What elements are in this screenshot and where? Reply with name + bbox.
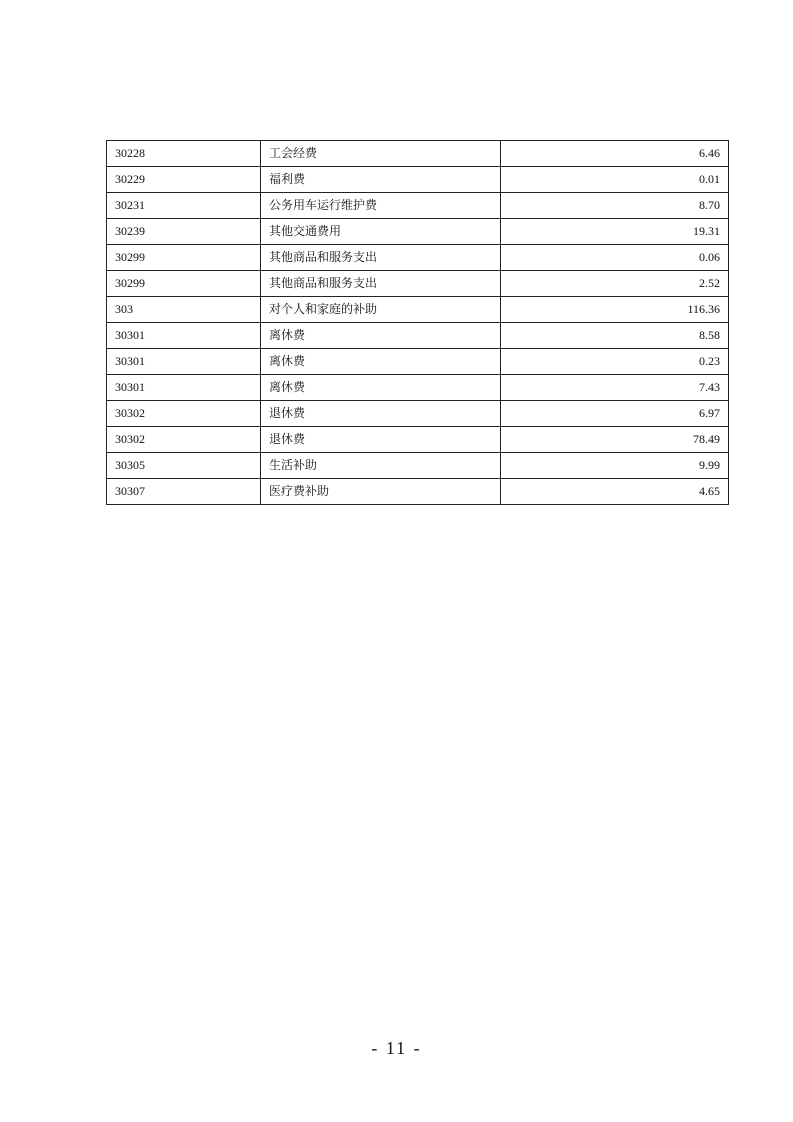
table-row [107,167,729,193]
table-row [107,297,729,323]
table-row [107,375,729,401]
table-row [107,193,729,219]
item-code: 30229 [107,167,261,193]
item-amount: 0.06 [501,245,729,271]
table-row [107,245,729,271]
item-code: 30301 [107,375,261,401]
item-name: 工会经费 [261,141,501,167]
item-name: 其他交通费用 [261,219,501,245]
item-code: 30307 [107,479,261,505]
table-row [107,349,729,375]
table-row [107,141,729,167]
item-name: 公务用车运行维护费 [261,193,501,219]
item-code: 30302 [107,401,261,427]
item-amount: 9.99 [501,453,729,479]
item-amount: 8.58 [501,323,729,349]
item-code: 30299 [107,271,261,297]
item-name: 其他商品和服务支出 [261,271,501,297]
page-number: - 11 - [371,1038,422,1058]
table-row [107,323,729,349]
item-amount: 0.23 [501,349,729,375]
item-amount: 0.01 [501,167,729,193]
item-amount: 6.97 [501,401,729,427]
item-name: 其他商品和服务支出 [261,245,501,271]
table-row [107,427,729,453]
item-code: 303 [107,297,261,323]
table-row [107,453,729,479]
item-name: 生活补助 [261,453,501,479]
item-code: 30231 [107,193,261,219]
item-name: 离休费 [261,375,501,401]
item-name: 离休费 [261,323,501,349]
item-code: 30299 [107,245,261,271]
item-amount: 78.49 [501,427,729,453]
item-amount: 2.52 [501,271,729,297]
item-code: 30239 [107,219,261,245]
item-name: 福利费 [261,167,501,193]
table-row [107,479,729,505]
item-amount: 4.65 [501,479,729,505]
table-row [107,401,729,427]
item-amount: 19.31 [501,219,729,245]
item-code: 30301 [107,323,261,349]
item-code: 30302 [107,427,261,453]
expenditure-table [106,140,729,505]
item-name: 对个人和家庭的补助 [261,297,501,323]
item-amount: 116.36 [501,297,729,323]
item-amount: 7.43 [501,375,729,401]
item-code: 30305 [107,453,261,479]
table-row [107,219,729,245]
item-code: 30228 [107,141,261,167]
item-amount: 8.70 [501,193,729,219]
item-name: 退休费 [261,401,501,427]
item-amount: 6.46 [501,141,729,167]
item-name: 退休费 [261,427,501,453]
item-name: 离休费 [261,349,501,375]
item-name: 医疗费补助 [261,479,501,505]
item-code: 30301 [107,349,261,375]
table-row [107,271,729,297]
